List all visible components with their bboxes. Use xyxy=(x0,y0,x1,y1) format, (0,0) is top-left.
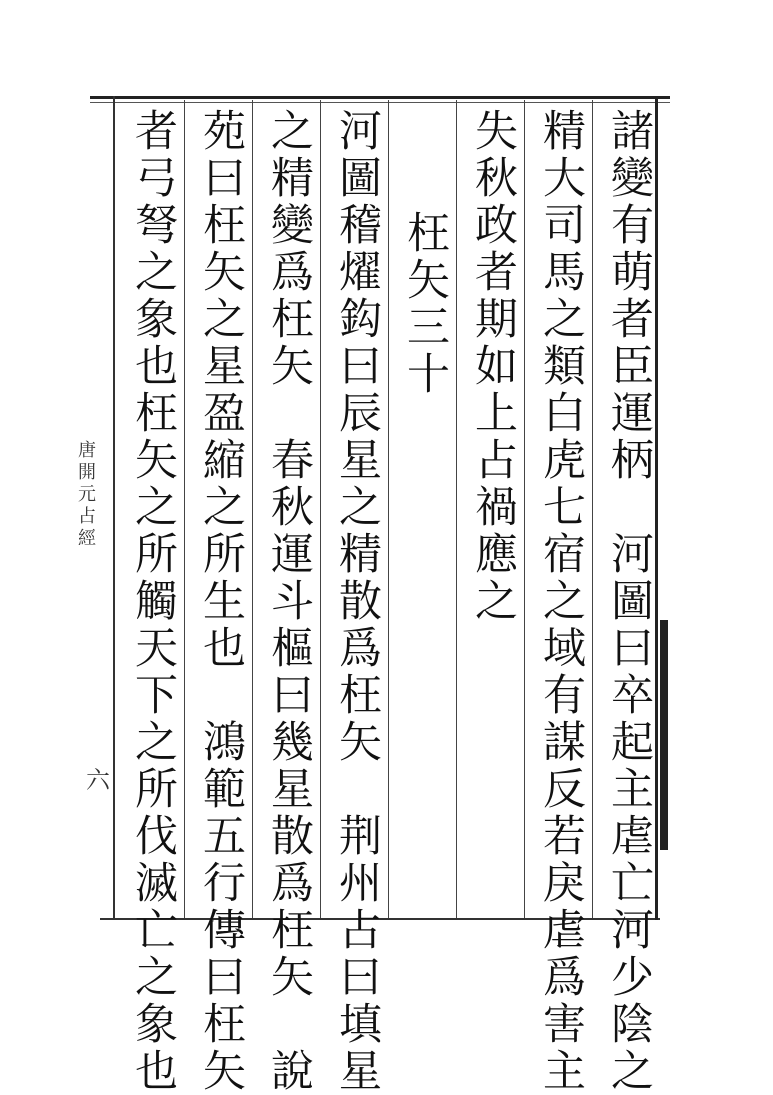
binding-edge xyxy=(660,620,668,850)
text-column-7: 苑曰枉矢之星盈縮之所生也 鴻範五行傳曰枉矢 xyxy=(196,108,246,1095)
text-column-2: 精大司馬之類白虎七宿之域有謀反若戾虐爲害主 xyxy=(536,108,586,1095)
column-rule xyxy=(456,100,457,918)
text-column-1: 諸變有萌者臣運柄 河圖曰卒起主虐亡河少陰之 xyxy=(604,108,654,1095)
text-column-8: 者弓弩之象也枉矢之所觸天下之所伐滅亡之象也 xyxy=(128,108,178,1095)
column-rule xyxy=(184,100,185,918)
column-rule xyxy=(320,100,321,918)
top-border xyxy=(90,96,670,99)
text-column-5: 河圖稽燿鈎曰辰星之精散爲枉矢 荆州占曰填星 xyxy=(332,108,382,1095)
book-title: 唐開元占經 xyxy=(75,440,96,550)
column-rule xyxy=(388,100,389,918)
left-border xyxy=(113,96,115,920)
column-rule xyxy=(592,100,593,918)
page-number: 六 xyxy=(86,766,110,794)
section-heading: 枉矢三十 xyxy=(400,210,450,398)
text-column-6: 之精變爲枉矢 春秋運斗樞曰幾星散爲枉矢 說 xyxy=(264,108,314,1095)
top-border-inner xyxy=(90,102,670,103)
column-rule xyxy=(252,100,253,918)
column-rule xyxy=(524,100,525,918)
text-column-3: 失秋政者期如上占禍應之 xyxy=(468,108,518,625)
